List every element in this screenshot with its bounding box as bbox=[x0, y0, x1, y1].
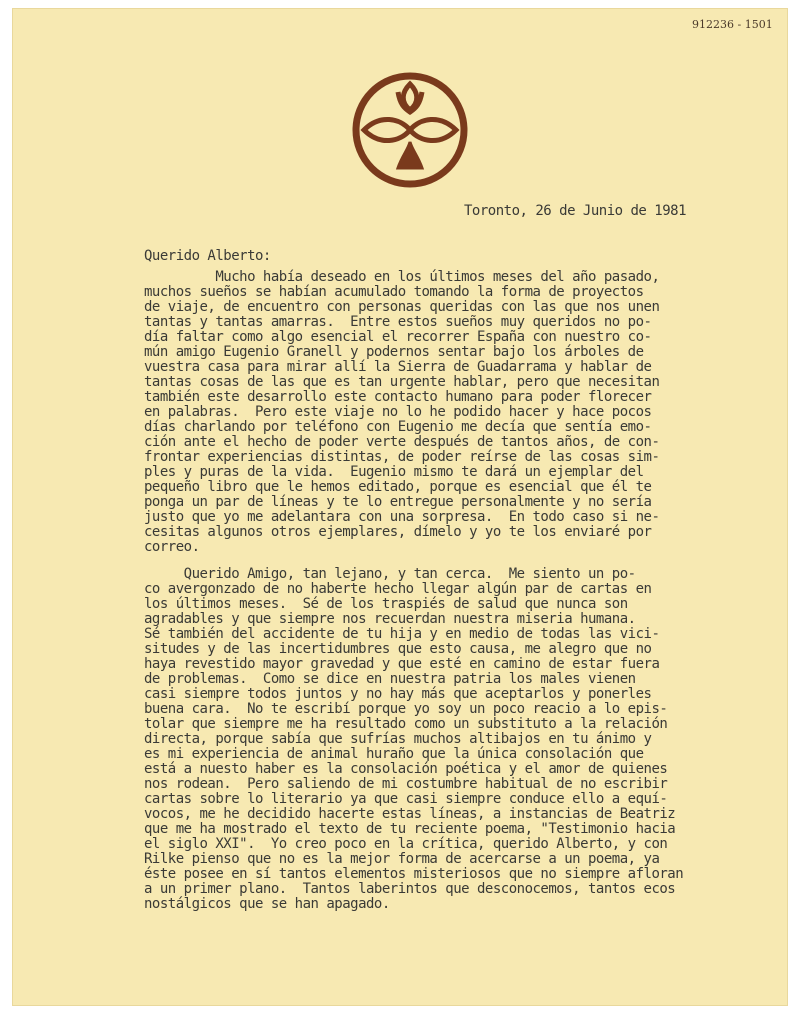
text-line: tolar que siempre me ha resultado como un substituto a la relación bbox=[144, 716, 668, 732]
text-line: vocos, me he decidido hacerte estas líneas, a instancias de Beatriz bbox=[144, 806, 676, 822]
text-line: de problemas. Como se dice en nuestra patria los males vienen bbox=[144, 671, 636, 687]
text-line: en palabras. Pero este viaje no lo he podido hacer y hace pocos bbox=[144, 404, 652, 420]
paragraph-1 bbox=[144, 270, 659, 555]
letter-date: Toronto, 26 de Junio de 1981 bbox=[464, 203, 687, 219]
text-line: de viaje, de encuentro con personas queridas con las que nos unen bbox=[144, 299, 660, 315]
text-line: ponga un par de líneas y te lo entregue personalmente y no sería bbox=[144, 494, 652, 510]
text-line: mún amigo Eugenio Granell y podernos sentar bajo los árboles de bbox=[144, 344, 644, 360]
text-line: es mi experiencia de animal huraño que la única consolación que bbox=[144, 746, 644, 762]
text-line: Mucho había deseado en los últimos meses del año pasado, bbox=[144, 269, 660, 285]
text-line: ción ante el hecho de poder verte después de tantos años, de con- bbox=[144, 434, 660, 450]
text-line: correo. bbox=[144, 539, 200, 555]
text-line: cartas sobre lo literario ya que casi siempre conduce ello a equí- bbox=[144, 791, 668, 807]
text-line: co avergonzado de no haberte hecho llegar algún par de cartas en bbox=[144, 581, 652, 597]
text-line: los últimos meses. Sé de los traspiés de salud que nunca son bbox=[144, 596, 628, 612]
text-line: el siglo XXI". Yo creo poco en la crítica, querido Alberto, y con bbox=[144, 836, 668, 852]
text-line: día faltar como algo esencial el recorrer España con nuestro co- bbox=[144, 329, 652, 345]
text-line: justo que yo me adelantara con una sorpresa. En todo caso si ne- bbox=[144, 509, 660, 525]
text-line: agradables y que siempre nos recuerdan nuestra miseria humana. bbox=[144, 611, 636, 627]
text-line: a un primer plano. Tantos laberintos que desconocemos, tantos ecos bbox=[144, 881, 676, 897]
text-line: días charlando por teléfono con Eugenio me decía que sentía emo- bbox=[144, 419, 652, 435]
text-line: pequeño libro que le hemos editado, porque es esencial que él te bbox=[144, 479, 652, 495]
letter-page bbox=[12, 8, 788, 1006]
salutation: Querido Alberto: bbox=[144, 248, 271, 264]
text-line: está a nuesto haber es la consolación poética y el amor de quienes bbox=[144, 761, 668, 777]
text-line: Querido Amigo, tan lejano, y tan cerca. Me siento un po- bbox=[144, 566, 636, 582]
text-line: ples y puras de la vida. Eugenio mismo te dará un ejemplar del bbox=[144, 464, 644, 480]
text-line: nos rodean. Pero saliendo de mi costumbre habitual de no escribir bbox=[144, 776, 668, 792]
text-line: tantas y tantas amarras. Entre estos sueños muy queridos no po- bbox=[144, 314, 652, 330]
text-line: buena cara. No te escribí porque yo soy un poco reacio a lo epis- bbox=[144, 701, 668, 717]
paragraph-2 bbox=[144, 567, 683, 912]
text-line: nostálgicos que se han apagado. bbox=[144, 896, 390, 912]
text-line: muchos sueños se habían acumulado tomando la forma de proyectos bbox=[144, 284, 644, 300]
text-line: casi siempre todos juntos y no hay más que aceptarlos y ponerles bbox=[144, 686, 652, 702]
text-line: vuestra casa para mirar allí la Sierra de Guadarrama y hablar de bbox=[144, 359, 652, 375]
text-line: haya revestido mayor gravedad y que esté en camino de estar fuera bbox=[144, 656, 660, 672]
text-line: éste posee en sí tantos elementos misteriosos que no siempre afloran bbox=[144, 866, 684, 882]
letterhead-emblem-icon bbox=[350, 70, 470, 190]
text-line: también este desarrollo este contacto humano para poder florecer bbox=[144, 389, 652, 405]
text-line: tantas cosas de las que es tan urgente hablar, pero que necesitan bbox=[144, 374, 660, 390]
text-line: Sé también del accidente de tu hija y en medio de todas las vici- bbox=[144, 626, 660, 642]
text-line: cesitas algunos otros ejemplares, dímelo y yo te los enviaré por bbox=[144, 524, 652, 540]
text-line: situdes y de las incertidumbres que esto causa, me alegro que no bbox=[144, 641, 652, 657]
archive-number: 912236 - 1501 bbox=[692, 18, 773, 31]
text-line: que me ha mostrado el texto de tu reciente poema, "Testimonio hacia bbox=[144, 821, 676, 837]
text-line: frontar experiencias distintas, de poder reírse de las cosas sim- bbox=[144, 449, 660, 465]
text-line: Rilke pienso que no es la mejor forma de acercarse a un poema, ya bbox=[144, 851, 660, 867]
text-line: directa, porque sabía que sufrías muchos altibajos en tu ánimo y bbox=[144, 731, 652, 747]
